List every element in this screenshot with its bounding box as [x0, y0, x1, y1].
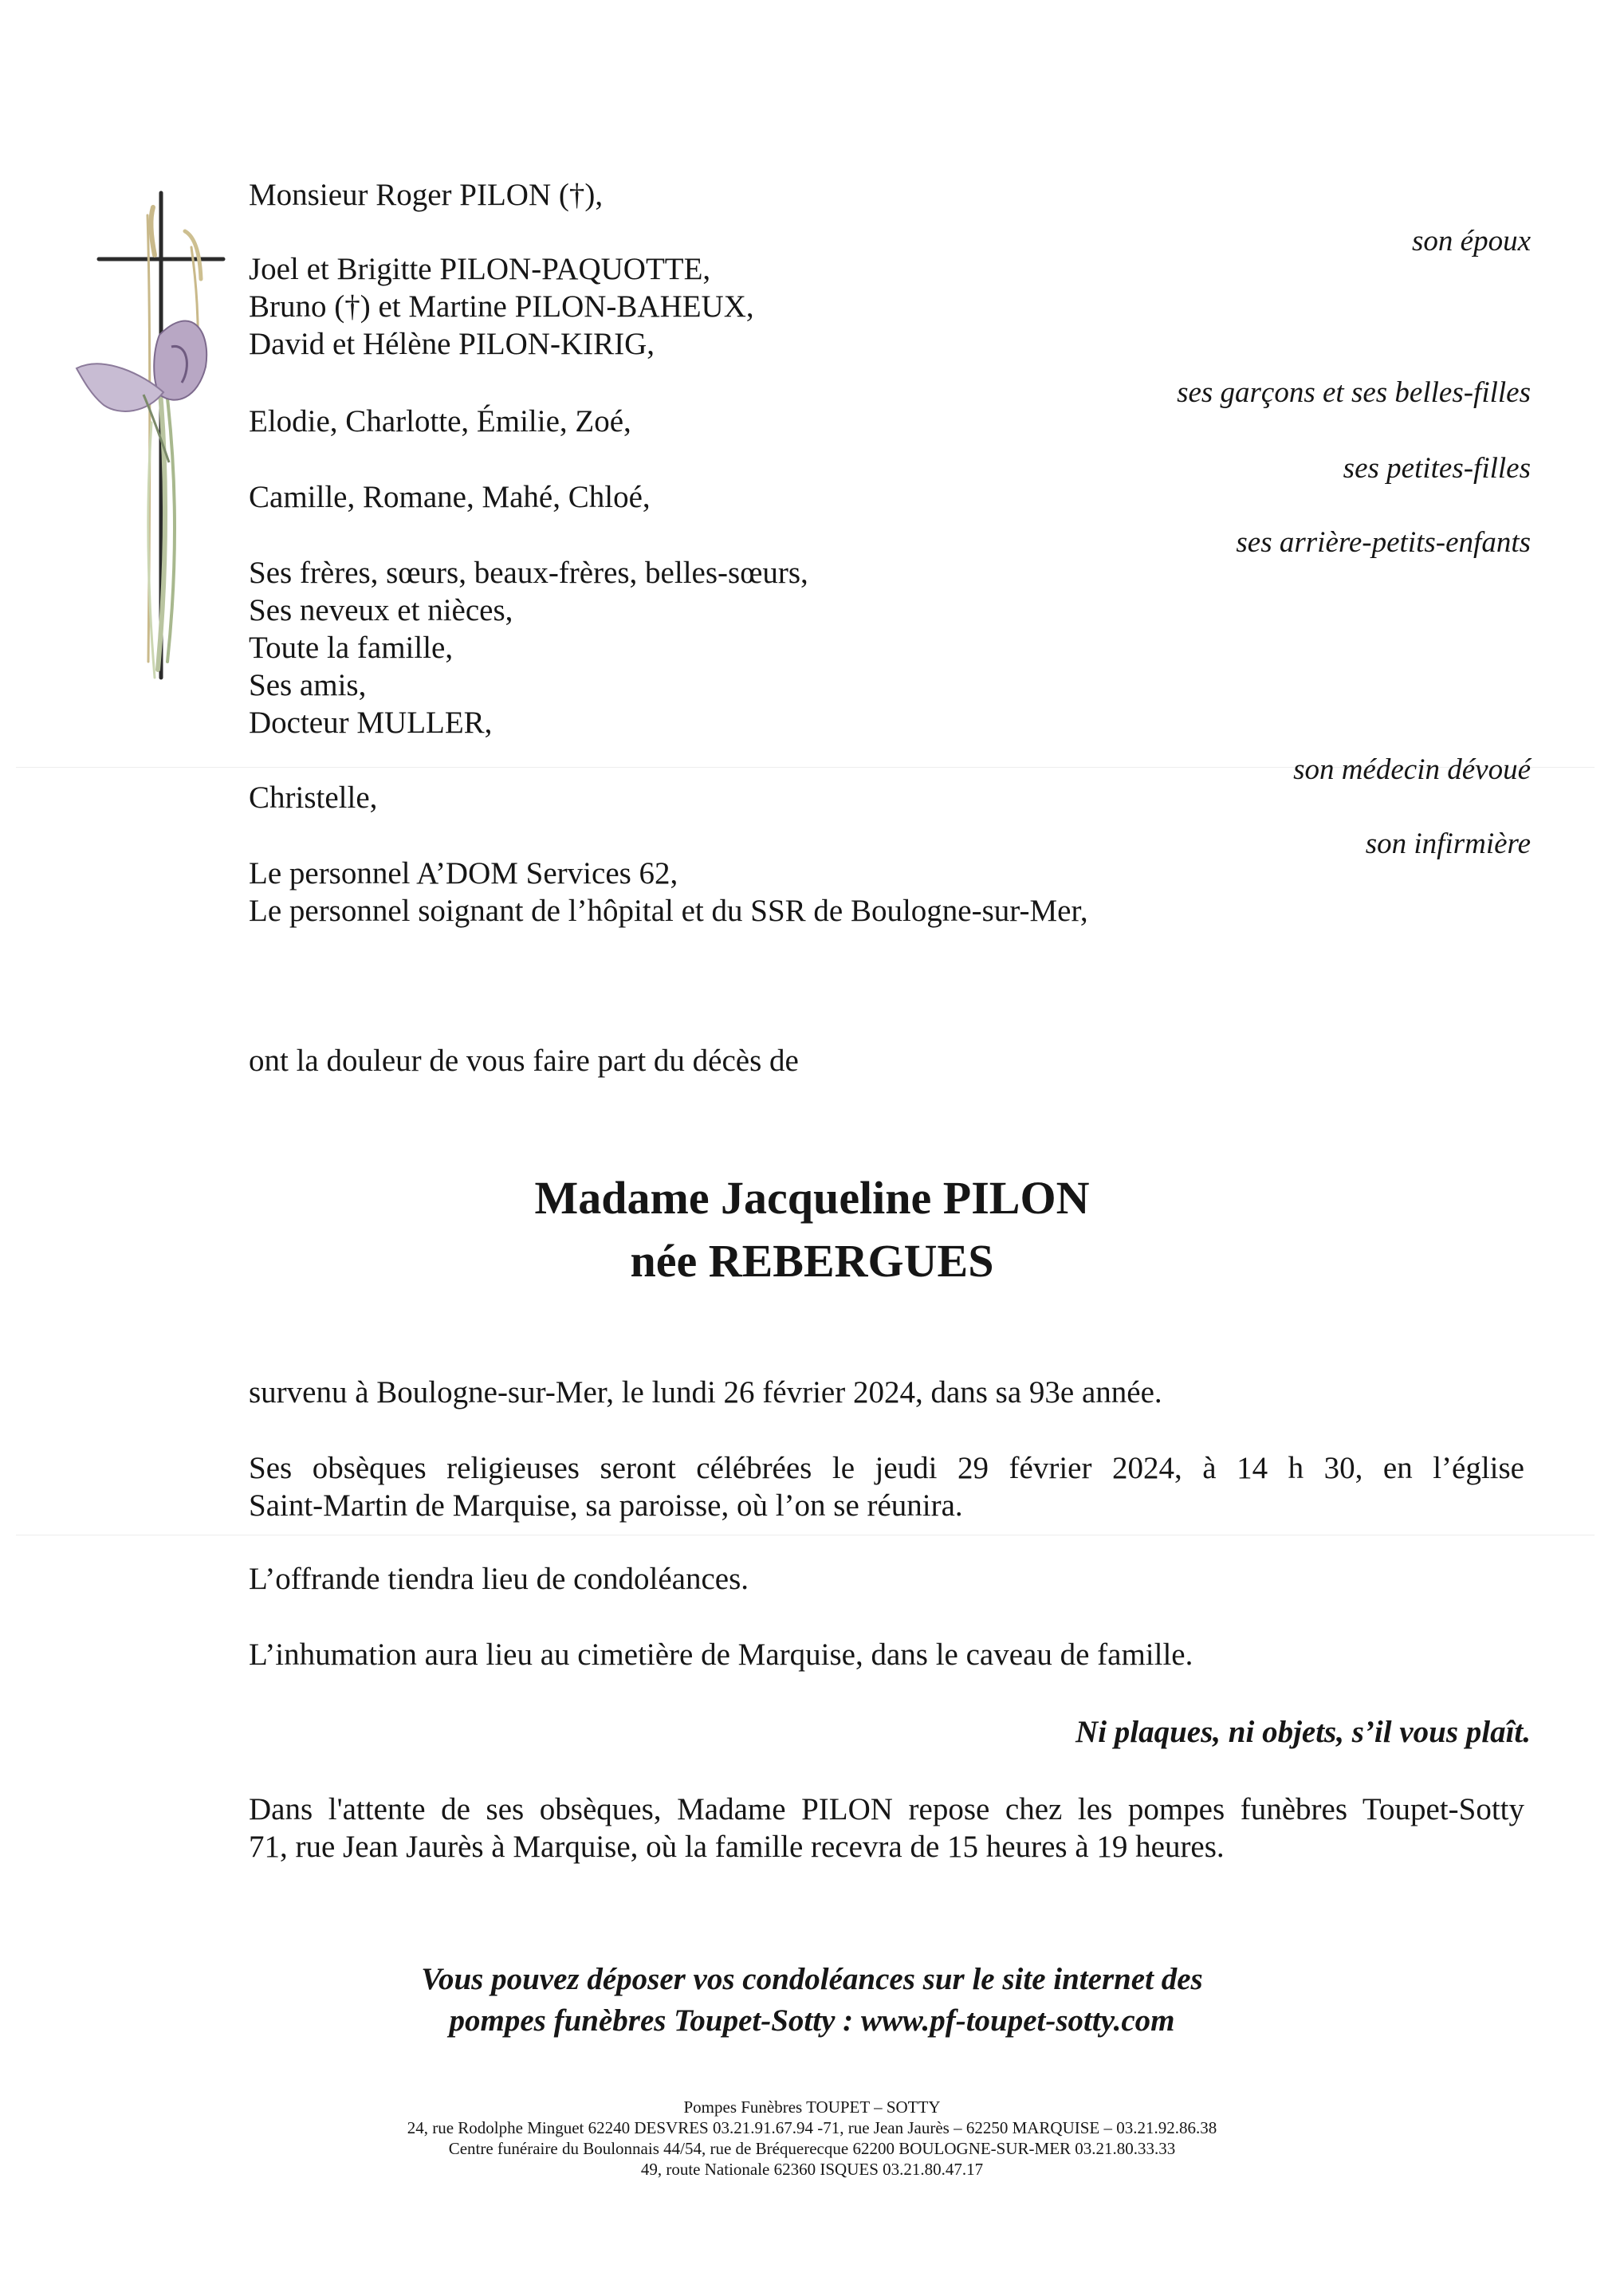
resting-details-line: 71, rue Jean Jaurès à Marquise, où la famille recevra de 15 heures à 19 heures.	[249, 1830, 1225, 1864]
family-line: Joel et Brigitte PILON-PAQUOTTE,	[249, 252, 711, 286]
family-line: Monsieur Roger PILON (†),	[249, 178, 604, 212]
condolences-line: pompes funèbres Toupet-Sotty : www.pf-toupet-sotty.com	[449, 2003, 1175, 2038]
offering-note: L’offrande tiendra lieu de condoléances.	[249, 1562, 749, 1596]
family-line: Le personnel A’DOM Services 62,	[249, 856, 678, 890]
resting-details-line: Dans l'attente de ses obsèques, Madame PILON repose chez les pompes funèbres Toupet-Sotty	[249, 1792, 1524, 1826]
family-line: Ses amis,	[249, 668, 367, 702]
no-flowers-note: Ni plaques, ni objets, s’il vous plaît.	[1075, 1715, 1531, 1749]
relation-label: ses garçons et ses belles-filles	[1177, 376, 1531, 409]
relation-label: son infirmière	[1365, 828, 1531, 860]
deceased-maiden-name: née REBERGUES	[630, 1235, 994, 1287]
family-line: Elodie, Charlotte, Émilie, Zoé,	[249, 404, 631, 438]
death-details: survenu à Boulogne-sur-Mer, le lundi 26 février 2024, dans sa 93e année.	[249, 1375, 1162, 1409]
family-line: Christelle,	[249, 780, 378, 815]
relation-label: ses petites-filles	[1343, 452, 1531, 485]
cross-with-calla-lily-icon	[72, 183, 231, 694]
condolences-line: Vous pouvez déposer vos condoléances sur le site internet des	[421, 1962, 1203, 1996]
deceased-name: Madame Jacqueline PILON	[534, 1172, 1090, 1224]
family-line: Le personnel soignant de l’hôpital et du SSR de Boulogne-sur-Mer,	[249, 894, 1088, 928]
family-line: David et Hélène PILON-KIRIG,	[249, 327, 655, 361]
announcement-text: ont la douleur de vous faire part du décès de	[249, 1044, 799, 1078]
footer-line: 24, rue Rodolphe Minguet 62240 DESVRES 03.21.91.67.94 -71, rue Jean Jaurès – 62250 MARQUISE – 03.21.92.86.38	[407, 2118, 1217, 2137]
relation-label: son médecin dévoué	[1293, 753, 1531, 786]
footer-line: 49, route Nationale 62360 ISQUES 03.21.80.47.17	[640, 2160, 984, 2179]
footer-line: Pompes Funèbres TOUPET – SOTTY	[683, 2097, 941, 2117]
relation-label: ses arrière-petits-enfants	[1236, 526, 1531, 559]
family-line: Ses neveux et nièces,	[249, 593, 513, 627]
footer-line: Centre funéraire du Boulonnais 44/54, rue de Bréquerecque 62200 BOULOGNE-SUR-MER 03.21.80.33.33	[448, 2139, 1176, 2158]
family-line: Bruno (†) et Martine PILON-BAHEUX,	[249, 289, 754, 324]
family-line: Ses frères, sœurs, beaux-frères, belles-sœurs,	[249, 556, 808, 590]
family-line: Camille, Romane, Mahé, Chloé,	[249, 480, 651, 514]
family-line: Toute la famille,	[249, 631, 454, 665]
relation-label: son époux	[1412, 225, 1531, 258]
burial-note: L’inhumation aura lieu au cimetière de Marquise, dans le caveau de famille.	[249, 1637, 1193, 1672]
funeral-details-line: Ses obsèques religieuses seront célébrées le jeudi 29 février 2024, à 14 h 30, en l’église	[249, 1451, 1524, 1485]
funeral-details-line: Saint-Martin de Marquise, sa paroisse, où l’on se réunira.	[249, 1488, 963, 1523]
family-line: Docteur MULLER,	[249, 706, 493, 740]
